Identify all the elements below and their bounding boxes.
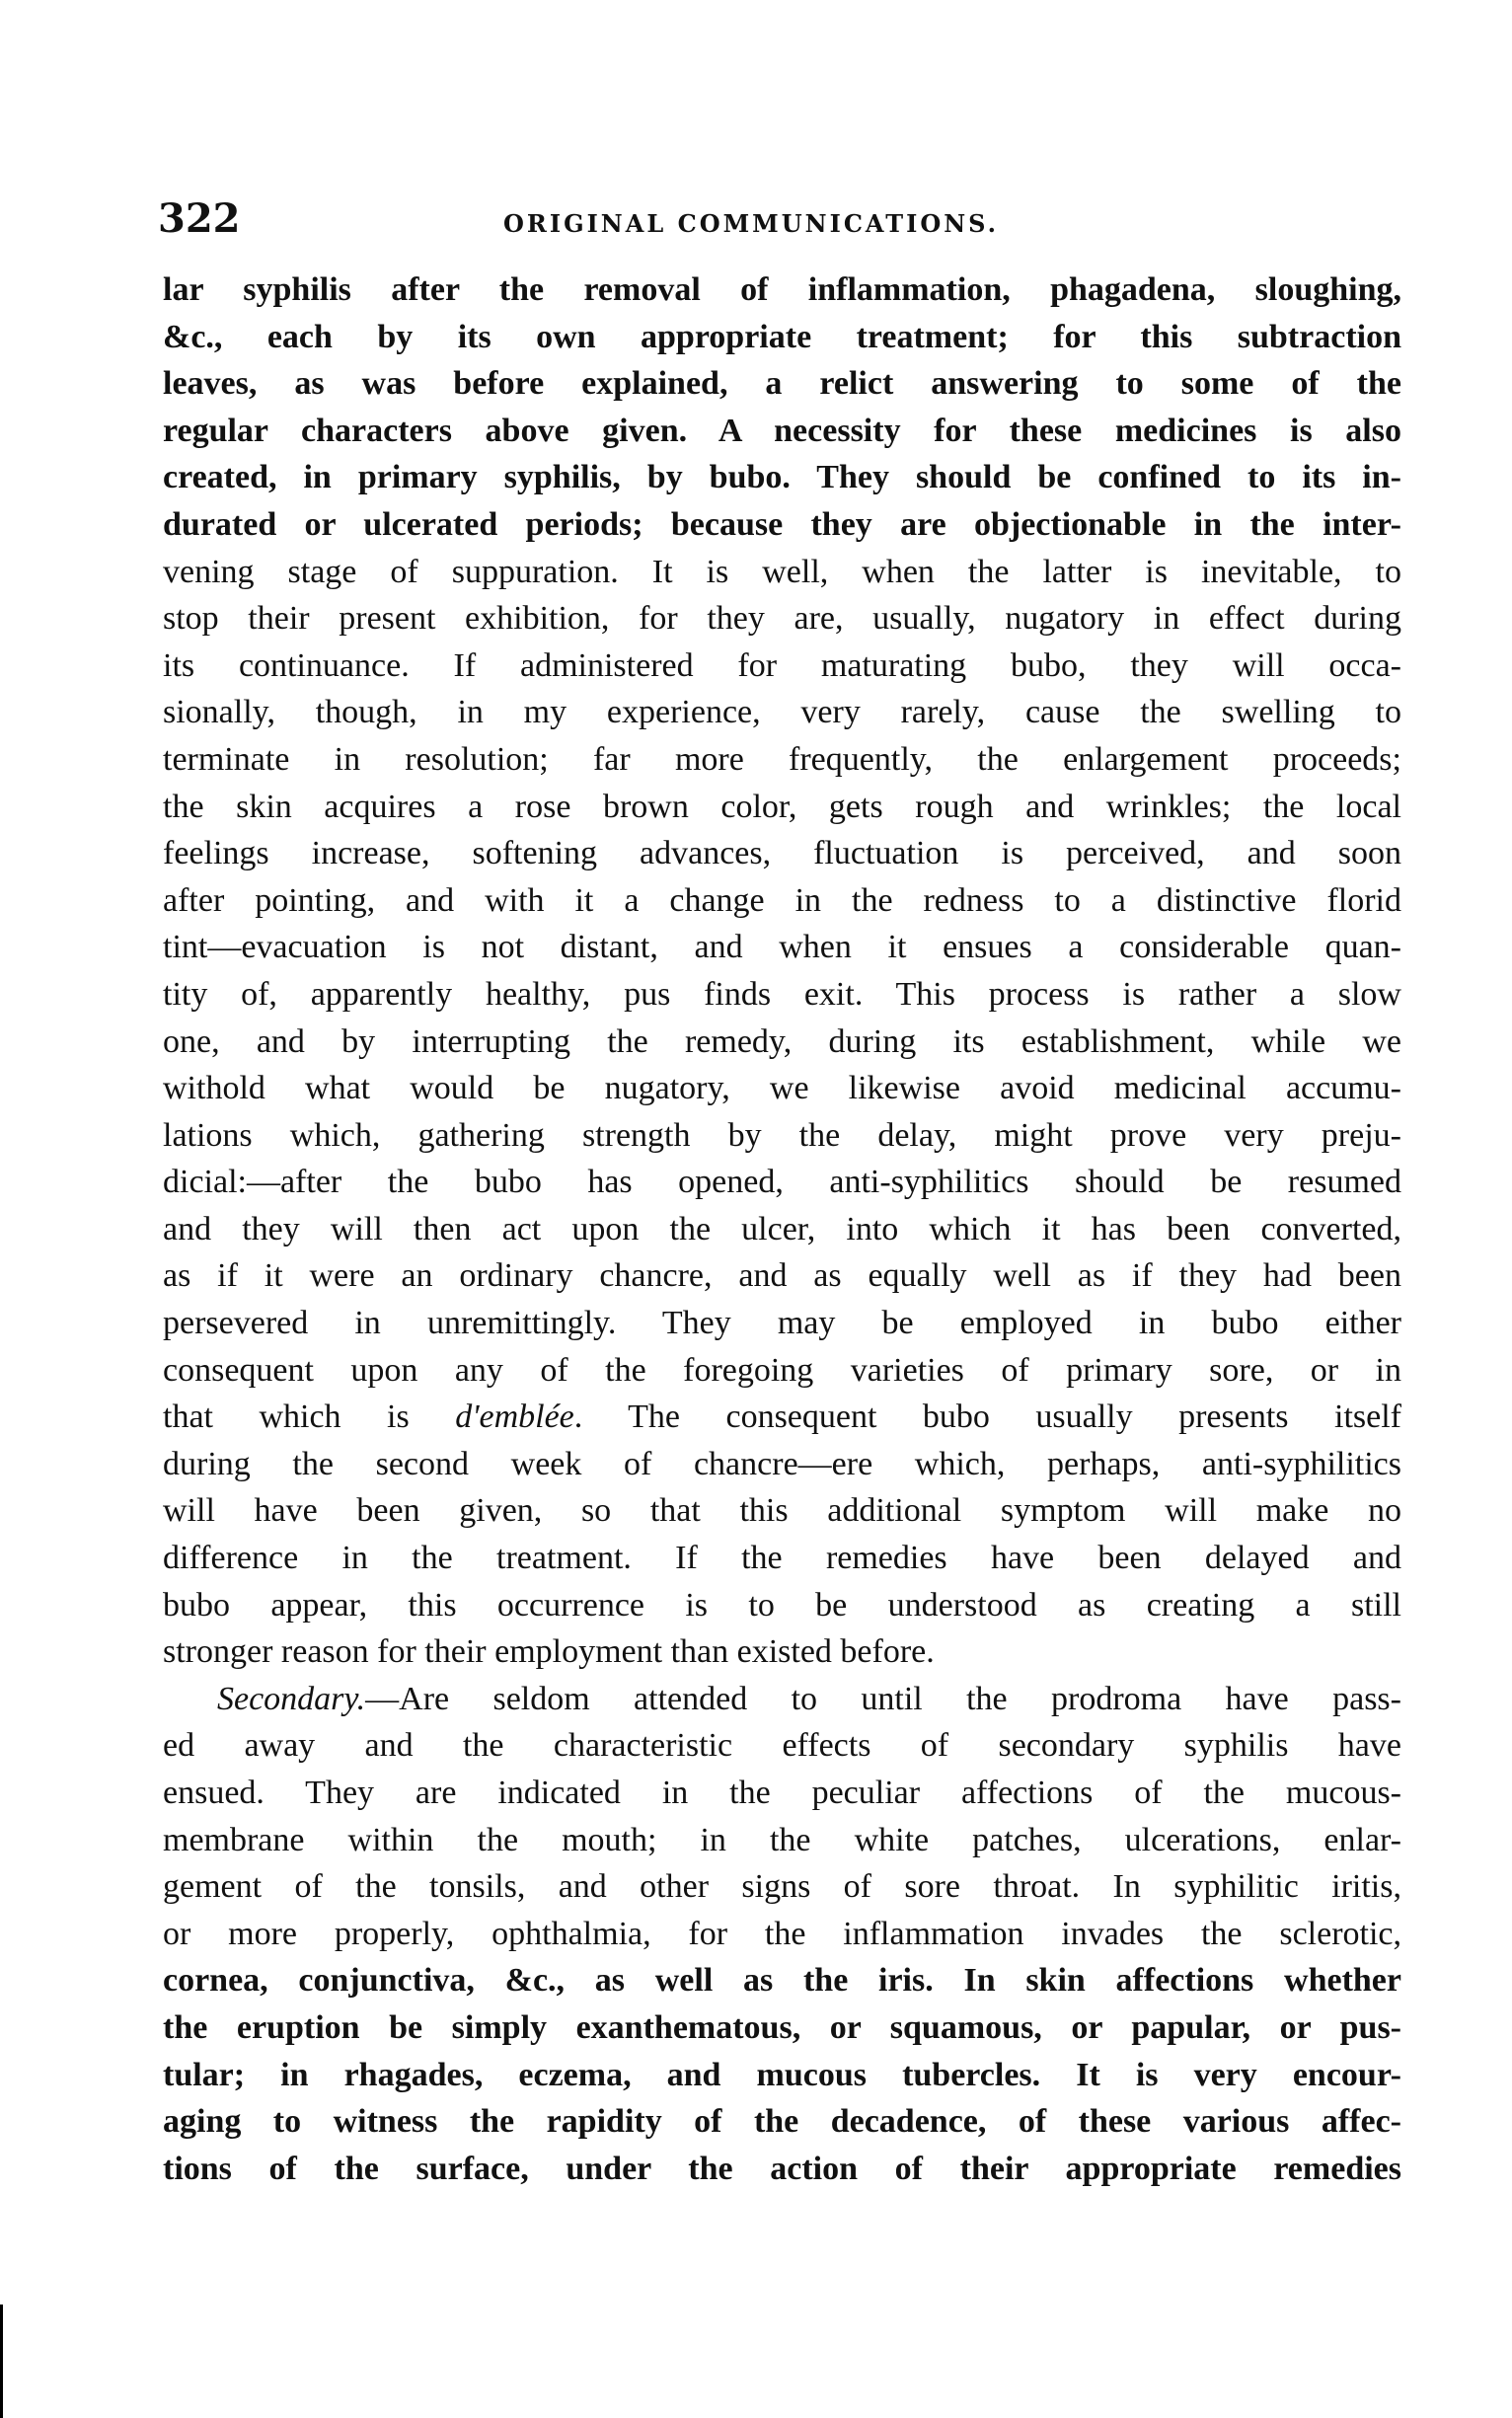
text-line: lations which, gathering strength by the delay, might prove very preju- xyxy=(163,1116,1401,1154)
text-line: stop their present exhibition, for they are, usually, nugatory in effect during xyxy=(163,600,1401,638)
text-line: tular; in rhagades, eczema, and mucous tubercles. It is very encour- xyxy=(163,2056,1401,2093)
text-line: tions of the surface, under the action of their appropriate remedies xyxy=(163,2150,1401,2187)
text-line: stronger reason for their employment than existed before. xyxy=(163,1633,935,1671)
text-line: withold what would be nugatory, we likewise avoid medicinal accumu- xyxy=(163,1070,1401,1107)
text-line: the skin acquires a rose brown color, gets rough and wrinkles; the local xyxy=(163,788,1401,825)
text-line: durated or ulcerated periods; because they are objectionable in the inter- xyxy=(163,505,1401,543)
text-line: tint—evacuation is not distant, and when it ensues a considerable quan- xyxy=(163,929,1401,966)
text-line: as if it were an ordinary chancre, and as equally well as if they had been xyxy=(163,1257,1401,1295)
text-line: membrane within the mouth; in the white patches, ulcerations, enlar- xyxy=(163,1821,1401,1858)
text-line: terminate in resolution; far more frequently, the enlargement proceeds; xyxy=(163,740,1401,778)
text-line: one, and by interrupting the remedy, during its establishment, while we xyxy=(163,1022,1401,1060)
body-text xyxy=(163,266,1401,2192)
text-line: lar syphilis after the removal of inflammation, phagadena, sloughing, xyxy=(163,271,1401,308)
scan-margin-mark xyxy=(0,2305,3,2418)
text-line: sionally, though, in my experience, very rarely, cause the swelling to xyxy=(163,694,1401,731)
text-line: aging to witness the rapidity of the decadence, of these various affec- xyxy=(163,2103,1401,2141)
text-line: that which is d'emblée. The consequent bubo usually presents itself xyxy=(163,1398,1401,1436)
text-line: and they will then act upon the ulcer, into which it has been converted, xyxy=(163,1210,1401,1247)
page-header xyxy=(158,195,1406,255)
text-line: consequent upon any of the foregoing varieties of primary sore, or in xyxy=(163,1351,1401,1389)
page-number: 322 xyxy=(158,195,241,242)
text-line: tity of, apparently healthy, pus finds exit. This process is rather a slow xyxy=(163,975,1401,1013)
text-line: its continuance. If administered for maturating bubo, they will occa- xyxy=(163,646,1401,684)
text-line: leaves, as was before explained, a relict answering to some of the xyxy=(163,365,1401,403)
text-line: created, in primary syphilis, by bubo. They should be confined to its in- xyxy=(163,459,1401,496)
text-line: vening stage of suppuration. It is well, when the latter is inevitable, to xyxy=(163,553,1401,590)
text-line: &c., each by its own appropriate treatment; for this subtraction xyxy=(163,318,1401,355)
text-line: bubo appear, this occurrence is to be understood as creating a still xyxy=(163,1586,1401,1624)
text-line: regular characters above given. A necessity for these medicines is also xyxy=(163,412,1401,449)
text-line: gement of the tonsils, and other signs of sore throat. In syphilitic iritis, xyxy=(163,1868,1401,1906)
text-line: during the second week of chancre—ere which, perhaps, anti-syphilitics xyxy=(163,1445,1401,1482)
text-line: cornea, conjunctiva, &c., as well as the iris. In skin affections whether xyxy=(163,1962,1401,2000)
text-line: the eruption be simply exanthematous, or squamous, or papular, or pus- xyxy=(163,2008,1401,2046)
running-head: ORIGINAL COMMUNICATIONS. xyxy=(503,209,999,238)
text-line: after pointing, and with it a change in the redness to a distinctive florid xyxy=(163,881,1401,919)
text-line: Secondary.—Are seldom attended to until the prodroma have pass- xyxy=(217,1680,1401,1717)
text-line: ed away and the characteristic effects of secondary syphilis have xyxy=(163,1727,1401,1765)
text-line: will have been given, so that this additional symptom will make no xyxy=(163,1492,1401,1530)
text-line: difference in the treatment. If the remedies have been delayed and xyxy=(163,1540,1401,1577)
text-line: persevered in unremittingly. They may be employed in bubo either xyxy=(163,1305,1401,1342)
text-line: dicial:—after the bubo has opened, anti-syphilitics should be resumed xyxy=(163,1164,1401,1201)
text-line: ensued. They are indicated in the peculiar affections of the mucous- xyxy=(163,1775,1401,1811)
text-line: feelings increase, softening advances, fluctuation is perceived, and soon xyxy=(163,835,1401,872)
text-line: or more properly, ophthalmia, for the inflammation invades the sclerotic, xyxy=(163,1915,1401,1952)
